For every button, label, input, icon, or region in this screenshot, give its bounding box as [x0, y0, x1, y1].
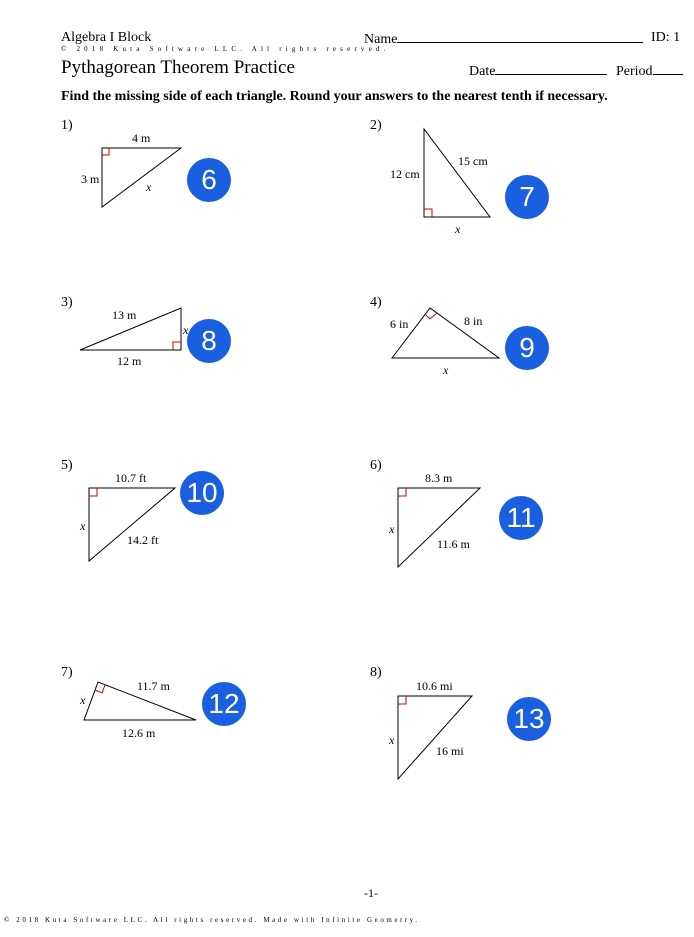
- side-label: 3 m: [81, 172, 100, 186]
- marker-badge[interactable]: 13: [507, 697, 551, 741]
- side-label: x: [80, 693, 86, 707]
- marker-badge[interactable]: 11: [499, 496, 543, 540]
- right-angle-mark: [102, 148, 109, 155]
- marker-badge[interactable]: 6: [187, 158, 231, 202]
- problem-number: 7): [61, 665, 73, 680]
- side-label: 6 in: [390, 317, 409, 331]
- side-label: 15 cm: [458, 154, 488, 168]
- side-label: 11.7 m: [137, 679, 170, 693]
- marker-badge[interactable]: 7: [505, 175, 549, 219]
- marker-badge[interactable]: 12: [202, 682, 246, 726]
- side-label: 14.2 ft: [127, 533, 159, 547]
- marker-badge[interactable]: 9: [505, 326, 549, 370]
- side-label: 12 cm: [390, 167, 420, 181]
- side-label: 8 in: [464, 314, 483, 328]
- side-label: 10.7 ft: [115, 471, 147, 485]
- side-label: x: [443, 363, 449, 377]
- right-angle-mark: [424, 209, 432, 217]
- problem-number: 5): [61, 458, 73, 473]
- triangle-6: [398, 488, 480, 567]
- problem-number: 1): [61, 118, 73, 133]
- marker-badge[interactable]: 10: [180, 471, 224, 515]
- side-label: 16 mi: [436, 744, 464, 758]
- period-label: Period: [616, 64, 653, 79]
- page-title: Pythagorean Theorem Practice: [61, 57, 295, 78]
- side-label: 8.3 m: [425, 471, 453, 485]
- id-label: ID: 1: [651, 30, 681, 45]
- right-angle-mark: [173, 342, 181, 350]
- page-number: -1-: [364, 886, 378, 900]
- triangle-5: [89, 488, 175, 561]
- side-label: x: [455, 222, 461, 236]
- problem-number: 2): [370, 118, 382, 133]
- right-angle-mark: [425, 313, 437, 319]
- right-angle-mark: [89, 488, 97, 496]
- triangle-4: [392, 308, 499, 358]
- header-copyright: © 2018 Kuta Software LLC. All rights reserved.: [61, 45, 390, 53]
- side-label: 4 m: [132, 131, 151, 145]
- side-label: x: [389, 733, 395, 747]
- side-label: 12.6 m: [122, 726, 156, 740]
- date-label: Date: [469, 64, 496, 79]
- side-label: 11.6 m: [437, 537, 470, 551]
- marker-badge[interactable]: 8: [187, 319, 231, 363]
- name-label: Name: [364, 32, 398, 47]
- triangle-8: [398, 696, 472, 779]
- side-label: x: [389, 522, 395, 536]
- side-label: 13 m: [112, 308, 137, 322]
- course-name: Algebra I Block: [61, 30, 152, 45]
- footer-copyright: © 2018 Kuta Software LLC. All rights reserved. Made with Infinite Geometry.: [4, 916, 420, 924]
- right-angle-mark: [398, 488, 406, 496]
- side-label: 10.6 mi: [416, 679, 453, 693]
- triangle-1: [102, 148, 181, 207]
- problem-number: 3): [61, 295, 73, 310]
- side-label: x: [146, 180, 152, 194]
- side-label: x: [80, 519, 86, 533]
- problem-number: 4): [370, 295, 382, 310]
- side-label: 12 m: [117, 354, 142, 368]
- problem-number: 8): [370, 665, 382, 680]
- side-label: x: [183, 323, 189, 337]
- right-angle-mark: [398, 696, 406, 704]
- instructions: Find the missing side of each triangle. Round your answers to the nearest tenth if necessary.: [61, 89, 608, 104]
- triangle-2: [424, 129, 490, 217]
- problem-number: 6): [370, 458, 382, 473]
